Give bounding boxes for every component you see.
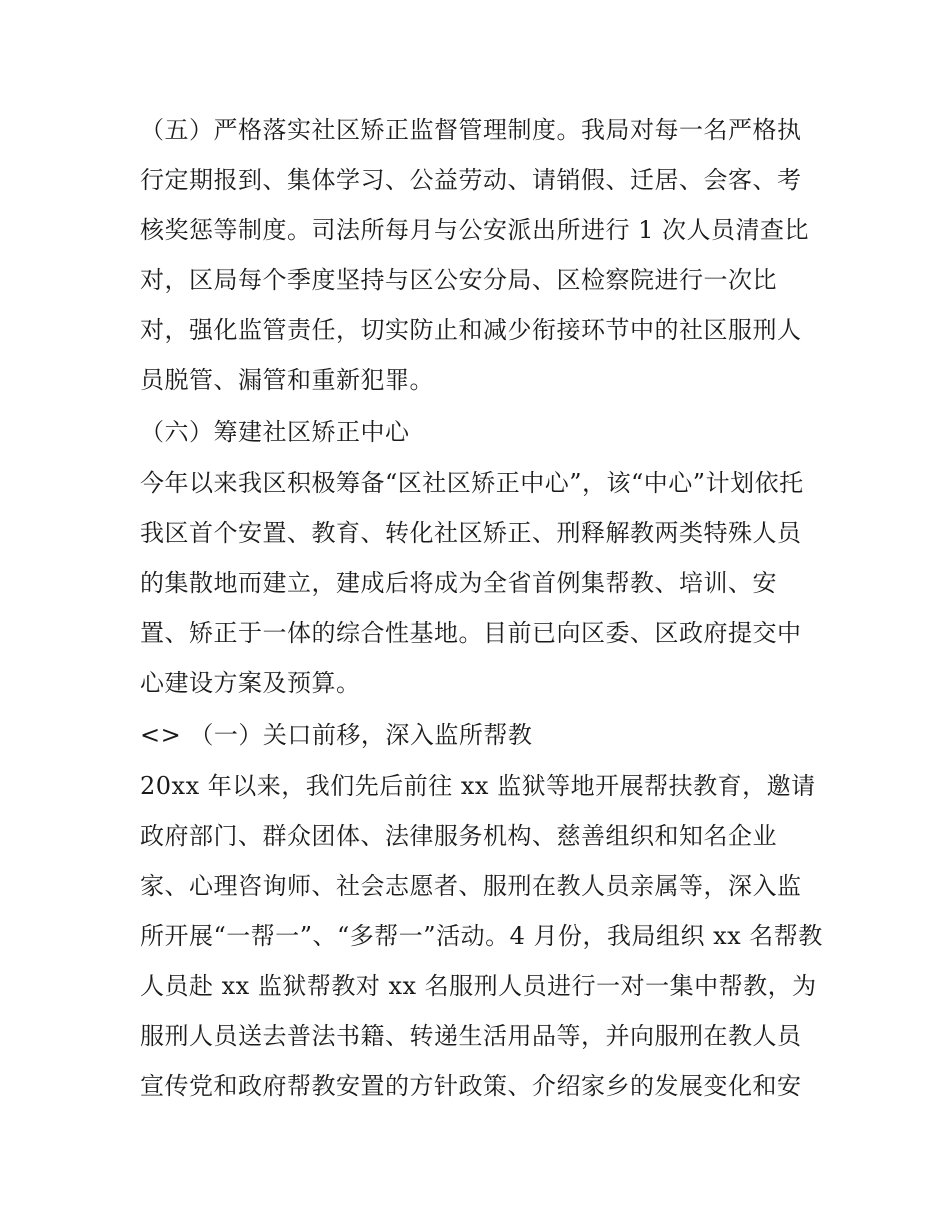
section-heading: <> （一）关口前移，深入监所帮教 [140, 721, 533, 749]
text-line: 核奖惩等制度。司法所每月与公安派出所进行 1 次人员清查比 [140, 216, 810, 244]
text-line: 员脱管、漏管和重新犯罪。 [140, 366, 434, 394]
text-line: 所开展“一帮一”、“多帮一”活动。4 月份，我局组织 xx 名帮教 [140, 922, 823, 950]
text-line: 我区首个安置、教育、转化社区矫正、刑释解教两类特殊人员 [140, 519, 802, 547]
text-line: （五）严格落实社区矫正监督管理制度。我局对每一名严格执 [140, 116, 802, 144]
text-line: 置、矫正于一体的综合性基地。目前已向区委、区政府提交中 [140, 619, 802, 647]
text-line: 20xx 年以来，我们先后前往 xx 监狱等地开展帮扶教育，邀请 [140, 772, 816, 800]
section-heading: （六）筹建社区矫正中心 [140, 418, 410, 446]
text-line: 对，区局每个季度坚持与区公安分局、区检察院进行一次比 [140, 266, 777, 294]
text-line: 的集散地而建立，建成后将成为全省首例集帮教、培训、安 [140, 569, 777, 597]
text-line: 行定期报到、集体学习、公益劳动、请销假、迁居、会客、考 [140, 166, 802, 194]
text-line: 心建设方案及预算。 [140, 669, 361, 697]
text-line: 服刑人员送去普法书籍、转递生活用品等，并向服刑在教人员 [140, 1022, 802, 1050]
text-line: 家、心理咨询师、社会志愿者、服刑在教人员亲属等，深入监 [140, 872, 802, 900]
text-line: 人员赴 xx 监狱帮教对 xx 名服刑人员进行一对一集中帮教，为 [140, 972, 817, 1000]
text-line: 今年以来我区积极筹备“区社区矫正中心”，该“中心”计划依托 [140, 469, 804, 497]
text-line: 宣传党和政府帮教安置的方针政策、介绍家乡的发展变化和安 [140, 1072, 802, 1100]
text-line: 政府部门、群众团体、法律服务机构、慈善组织和知名企业 [140, 822, 777, 850]
text-line: 对，强化监管责任，切实防止和减少衔接环节中的社区服刑人 [140, 316, 802, 344]
